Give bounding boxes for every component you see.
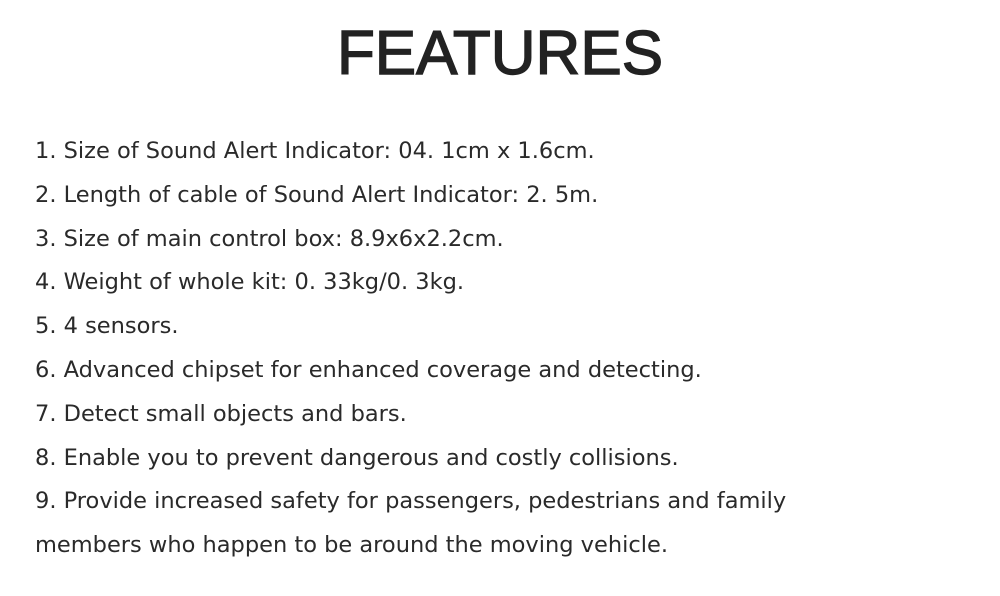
feature-item: 5. 4 sensors. [35,313,179,340]
feature-item: 3. Size of main control box: 8.9x6x2.2cm. [35,225,504,252]
feature-item: 8. Enable you to prevent dangerous and costly collisions. [35,444,679,471]
page-title: FEATURES [336,19,664,88]
feature-item: 9. Provide increased safety for passengers, pedestrians and family members who happen to be around the moving vehicle. [35,488,787,559]
features-list [35,130,835,568]
feature-item: 4. Weight of whole kit: 0. 33kg/0. 3kg. [35,269,465,296]
feature-item: 7. Detect small objects and bars. [35,400,407,427]
feature-item: 2. Length of cable of Sound Alert Indicator: 2. 5m. [35,181,599,208]
feature-item: 6. Advanced chipset for enhanced coverage and detecting. [35,356,702,383]
feature-item: 1. Size of Sound Alert Indicator: 04. 1cm x 1.6cm. [35,138,595,164]
